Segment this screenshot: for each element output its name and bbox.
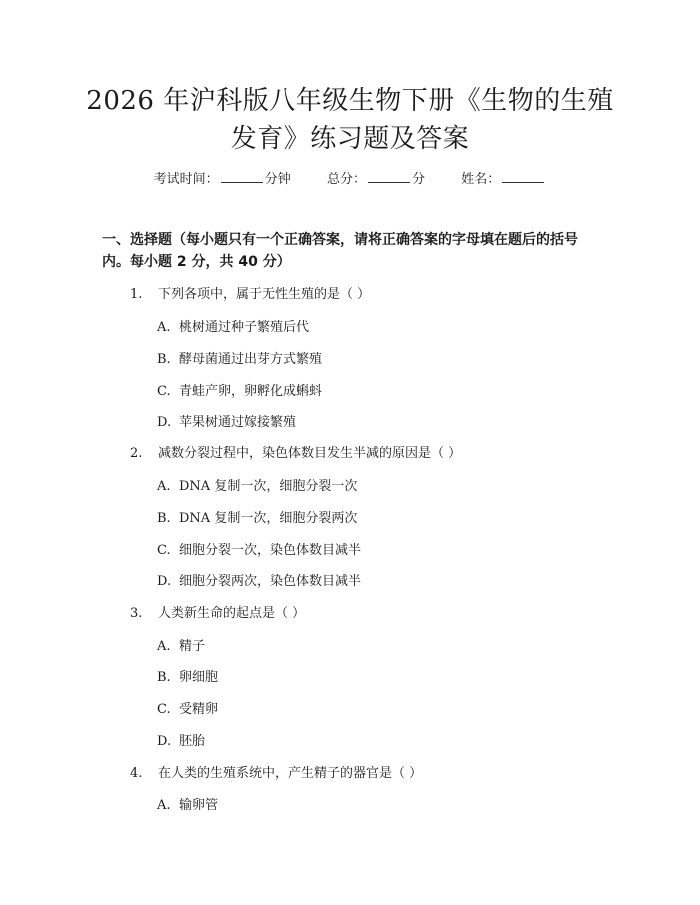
question-text: 下列各项中，属于无性生殖的是（ ） [158,287,371,302]
time-blank[interactable] [221,170,263,183]
section-heading: 一、选择题（每小题只有一个正确答案，请将正确答案的字母填在题后的括号内。每小题 2 分，共 40 分） [102,232,578,270]
q1-option-a: A. 桃树通过种子繁殖后代 [157,320,310,335]
title-line-1: 2026 年沪科版八年级生物下册《生物的生殖 [86,86,614,116]
question-3 [130,602,305,621]
question-text: 人类新生命的起点是（ ） [158,606,306,621]
exam-meta [0,168,700,187]
q2-option-b: B. DNA 复制一次，细胞分裂两次 [157,511,358,526]
q2-option-c: C. 细胞分裂一次，染色体数目减半 [157,543,362,558]
question-text: 减数分裂过程中，染色体数目发生半减的原因是（ ） [158,446,462,461]
name-blank[interactable] [502,170,544,183]
q3-option-b: B. 卵细胞 [157,670,219,685]
q4-option-a: A. 输卵管 [157,798,219,813]
name-label: 姓名： [461,172,501,187]
question-number: 4. [130,766,143,781]
q1-option-b: B. 酵母菌通过出芽方式繁殖 [157,352,323,367]
question-number: 3. [130,606,143,621]
document-title [60,82,640,158]
score-unit: 分 [412,172,426,187]
q3-option-a: A. 精子 [157,639,206,654]
time-label: 考试时间： [153,172,219,187]
q2-option-a: A. DNA 复制一次，细胞分裂一次 [157,479,358,494]
time-unit: 分钟 [264,172,291,187]
q1-option-d: D. 苹果树通过嫁接繁殖 [157,415,297,430]
question-2 [130,442,461,461]
q2-option-d: D. 细胞分裂两次，染色体数目减半 [157,574,362,589]
question-number: 1. [130,287,143,302]
q3-option-c: C. 受精卵 [157,702,219,717]
q1-option-c: C. 青蛙产卵，卵孵化成蝌蚪 [157,384,323,399]
q3-option-d: D. 胚胎 [157,734,206,749]
question-text: 在人类的生殖系统中，产生精子的器官是（ ） [158,766,423,781]
title-line-2: 发育》练习题及答案 [230,124,470,154]
question-number: 2. [130,446,143,461]
score-label: 总分： [326,172,366,187]
score-blank[interactable] [368,170,410,183]
question-1 [130,283,370,302]
question-4 [130,762,422,781]
